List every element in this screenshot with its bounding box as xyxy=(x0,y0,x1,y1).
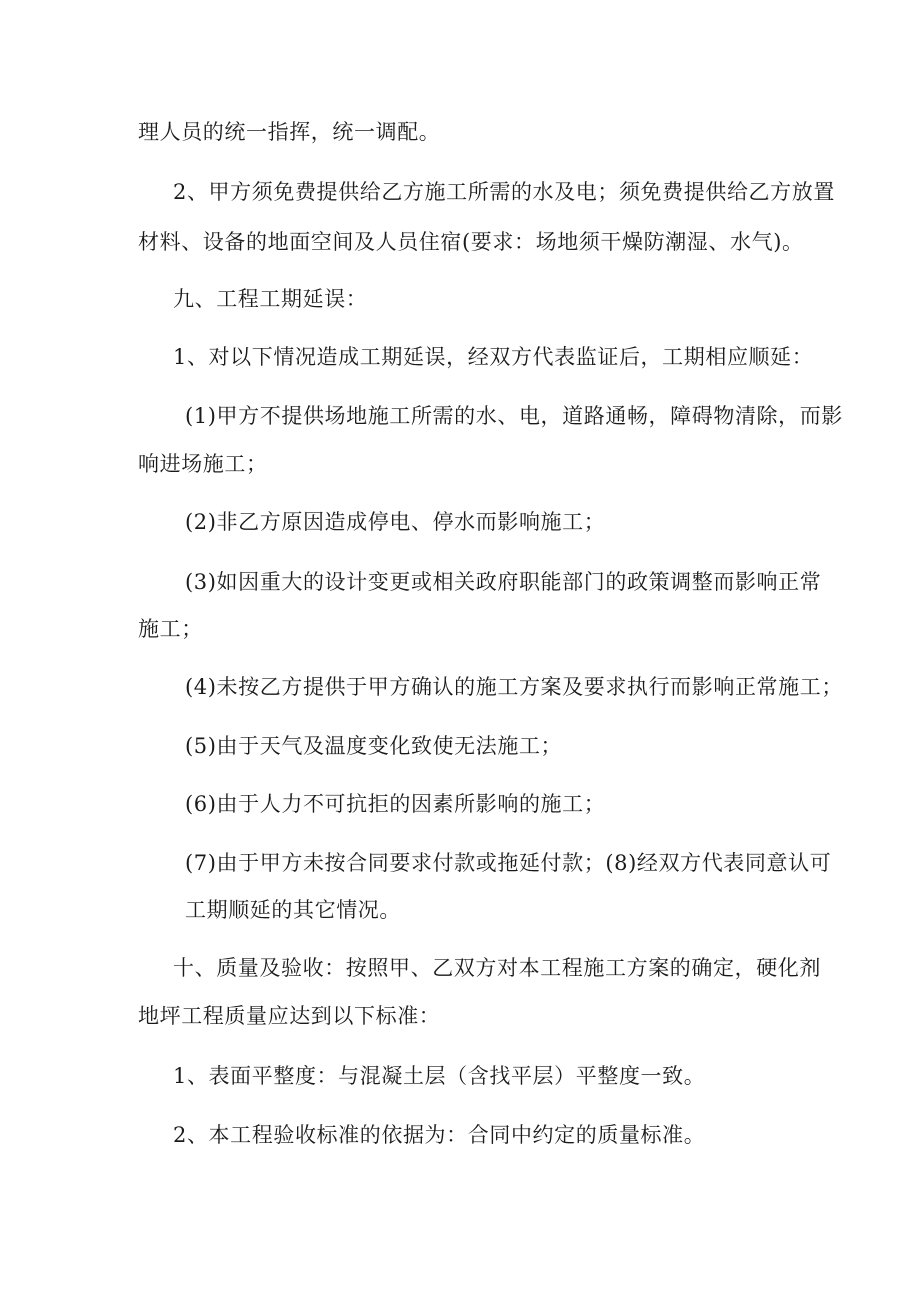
list-item-7: (7)由于甲方未按合同要求付款或拖延付款；(8)经双方代表同意认可 xyxy=(185,851,832,875)
section-heading-10: 十、质量及验收：按照甲、乙双方对本工程施工方案的确定，硬化剂 xyxy=(173,956,821,980)
list-item-2: (2)非乙方原因造成停电、停水而影响施工； xyxy=(185,510,606,534)
paragraph-line-5: 1、对以下情况造成工期延误，经双方代表监证后，工期相应顺延： xyxy=(173,345,814,369)
list-item-3: (3)如因重大的设计变更或相关政府职能部门的政策调整而影响正常 xyxy=(185,570,822,594)
paragraph-line-1: 理人员的统一指挥，统一调配。 xyxy=(138,120,441,144)
paragraph-line-3: 材料、设备的地面空间及人员住宿(要求：场地须干燥防潮湿、水气)。 xyxy=(138,230,804,254)
paragraph-line-2: 2、甲方须免费提供给乙方施工所需的水及电；须免费提供给乙方放置 xyxy=(173,180,835,204)
paragraph-line-17: 地坪工程质量应达到以下标准： xyxy=(138,1004,441,1028)
standard-item-1: 1、表面平整度：与混凝土层（含找平层）平整度一致。 xyxy=(173,1064,706,1088)
list-item-7-cont: 工期顺延的其它情况。 xyxy=(185,898,401,922)
list-item-5: (5)由于天气及温度变化致使无法施工； xyxy=(185,734,563,758)
standard-item-2: 2、本工程验收标准的依据为：合同中约定的质量标准。 xyxy=(173,1123,706,1147)
list-item-1: (1)甲方不提供场地施工所需的水、电，道路通畅，障碍物清除，而影 xyxy=(185,404,843,428)
list-item-3-cont: 施工； xyxy=(138,617,203,641)
list-item-6: (6)由于人力不可抗拒的因素所影响的施工； xyxy=(185,792,606,816)
section-heading-9: 九、工程工期延误： xyxy=(173,287,368,311)
list-item-4: (4)未按乙方提供于甲方确认的施工方案及要求执行而影响正常施工； xyxy=(185,675,843,699)
list-item-1-cont: 响进场施工； xyxy=(138,452,268,476)
